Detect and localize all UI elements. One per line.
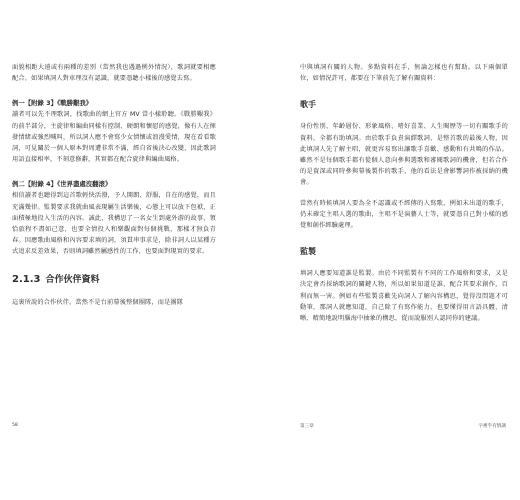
singer-paragraph-2: 當然有時候填詞人要為全不認識或不經傳的人寫歌，例如未出道的歌手，仍未確定主唱人選的歌曲，主唱不是演藝人士等，就要憑自己對小樣的感覺和創作經驗處理。 [300, 199, 508, 230]
paragraph-continued: 中與填詞有關的人物。多點資料在手，無論怎樣也有幫助。以下兩個單位，如情況許可，都要在下筆前先了解有關資料： [300, 64, 508, 83]
example-3-body: 讀者可以先不理歌詞，找歌曲的網上官方 MV 當小樣聆聽。《戰勝艱我》的前半部分，主旋律和編曲同樣有控制、硬朗和懷慰的感覺，像有人在揮發情緒或強烈喊叫，所以詞人應不會寫少女情懷或浪漫愛情，現在看看歌詞，可見關於一個人原本對周遭非常不滿，經自省後決心改變，因此歌詞用語直接相率，不刻意修辭，其實都在配合旋律與編曲風格。 [12, 111, 216, 164]
left-page [12, 62, 216, 308]
page-number: 58 [12, 423, 18, 428]
chapter-label: 第三章 [300, 424, 314, 429]
section-heading [12, 272, 216, 288]
example-4-body: 相信讀者也聽得到這首歌輕快活潑，予人開朗、舒服，自在的感覺，而且充滿幾律。監製要求我就曲風表現屬生活樂後，心態上可以放下包袱，正面積極地投入生活的內容。誠此，我構思了一名女生到處外游的故事，領恰旅程不盡如己意，也要全情投入和樂觀面對每個挑戰，那樣才無負青春。因應歌曲風格和內容要求填的詞，須貫串事求是，除非詞人以某種方式追求反差效果，否則填詞雖然屬感性的工作，也要面對現實的要求。 [12, 192, 216, 256]
running-title: 字裡乎有情調 [478, 424, 506, 429]
paragraph-partners: 這裏所說的合作伙伴，當然不是台前幕後整個團隊，而是團隊 [12, 298, 184, 306]
heading-producer: 監製 [300, 247, 316, 257]
right-page [300, 62, 508, 324]
section-title: 合作伙伴資料 [45, 274, 100, 285]
example-4-title: 例二【附錄 4】《世界盡處沒翻滚》 [12, 180, 112, 189]
singer-paragraph-1: 身份性別、年齡層份、形象風格、嗜好喜業、人生閱歷等一切有關歌手的資料，全都有助填詞。由於歌手負責演繹歌詞，是整首歌的最後人物，因此填詞人先了解主唱，就更容易寫出讓歌手喜歡、感動和有共鳴的作品。雖然不是每個歌手都有從個人意向參與選歌和審閱歌詞的機會，但若合作的是資深或同時參與幕後製作的歌手，他的看法是會影響詞作被採納的機會。 [300, 123, 508, 187]
heading-singer: 歌手 [300, 100, 316, 110]
producer-paragraph: 填詞人應要知道誰是監製。由於不同監製有不同的工作風格和要求，又是決定會否採納歌詞的關鍵人物，所以如果知道是誰，配合其要求創作，百利而無一害。例如有些監製喜歡先向詞人了解內容構思，覺得沒問題才可動筆，那詞人就應知道，自己除了有寫作能力，也要懂得用言語具體、清晰、精簡地說明腦海中抽象的構思，從而說服別人認同你的建議。 [300, 270, 508, 323]
example-3-title: 例一【附錄 3】《戰勝艱我》 [12, 99, 93, 108]
section-number: 2.1.3 [12, 273, 41, 285]
paragraph-intro: 面貌相距大遠或有兩種的差別（當然我也遇過例外情況），歌詞就要相應配合。如果填詞人對車理沒有認識，就要憑聽小樣後的感覺去寫。 [12, 64, 216, 83]
